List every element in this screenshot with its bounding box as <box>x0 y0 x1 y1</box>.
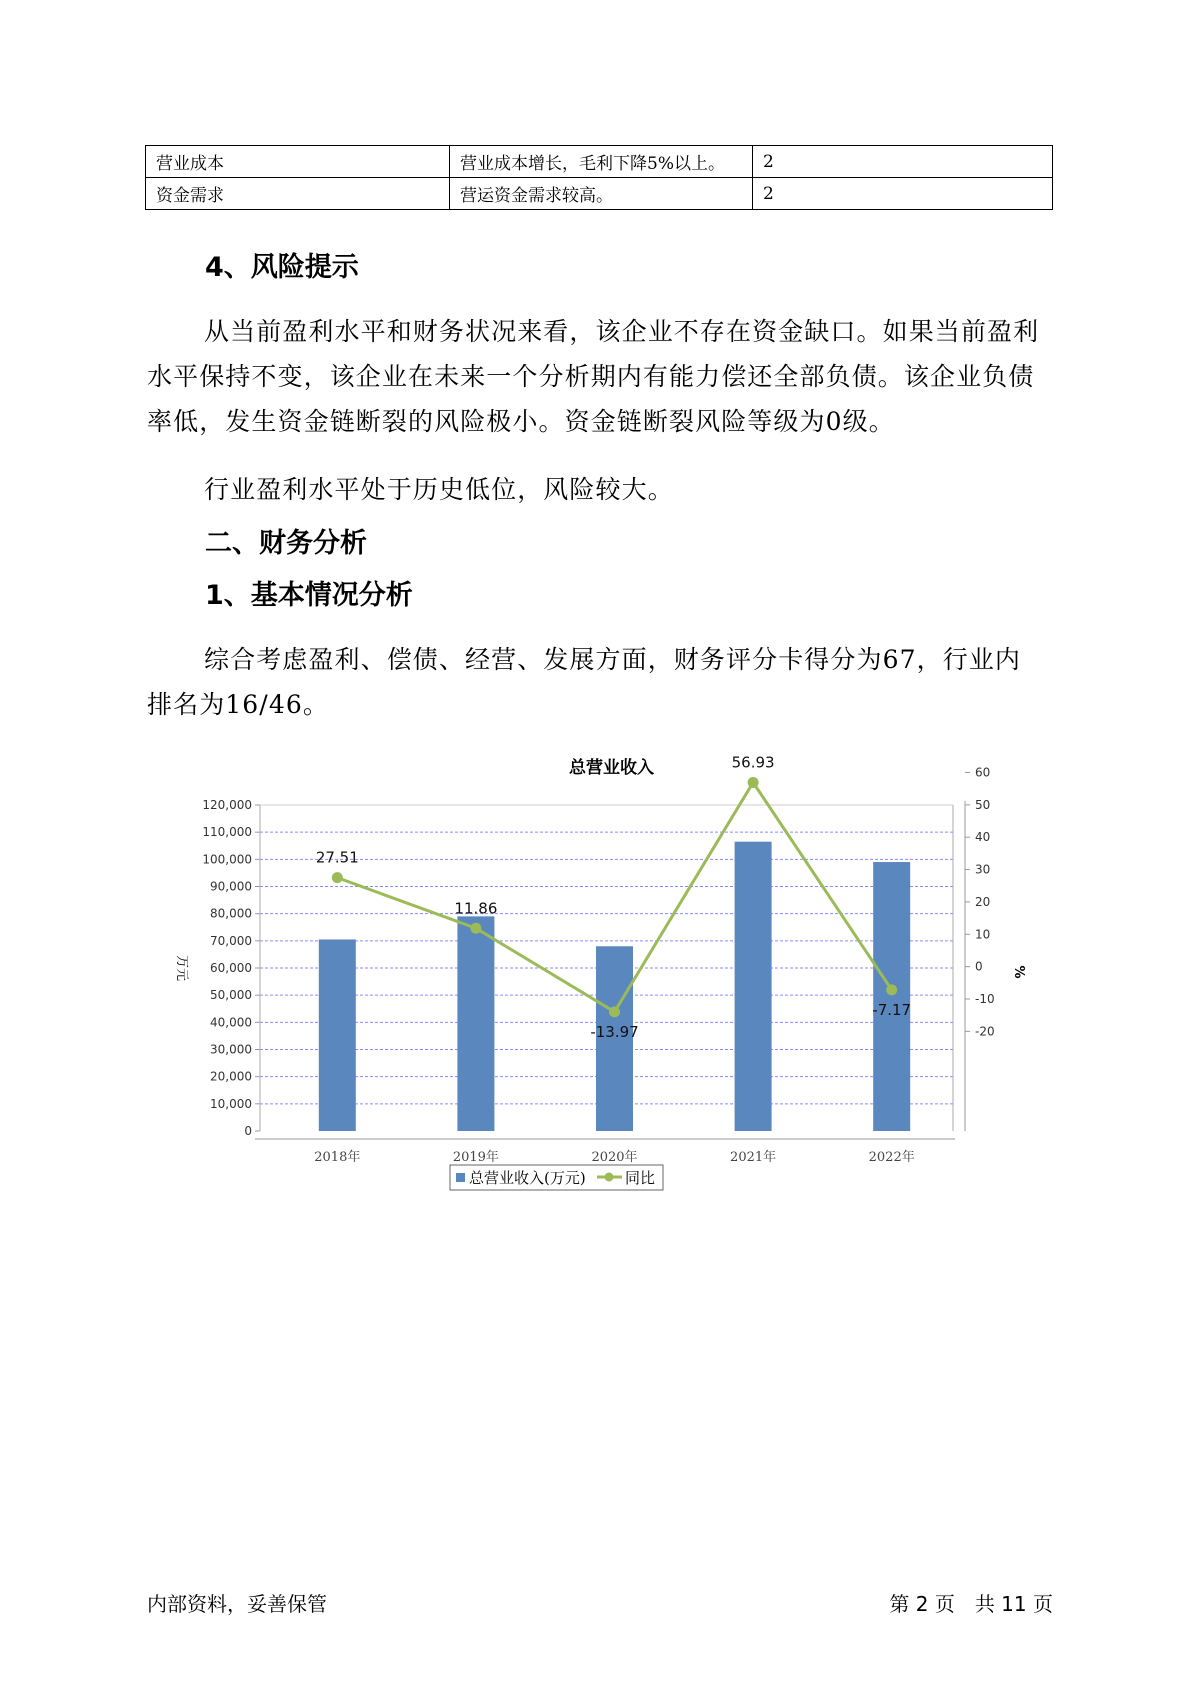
risk-desc-cell: 营业成本增长，毛利下降5%以上。 <box>450 146 753 178</box>
y-right-axis-label: % <box>1011 965 1026 979</box>
y-right-tick-label: 10 <box>975 927 991 942</box>
y-left-tick-label: 70,000 <box>210 933 252 948</box>
revenue-chart <box>160 735 1040 1215</box>
y-left-tick-label: 80,000 <box>210 906 252 921</box>
legend-line-label: 同比 <box>625 1169 656 1187</box>
y-left-tick-label: 60,000 <box>210 961 252 975</box>
bar <box>735 842 772 1131</box>
x-tick-label: 2022年 <box>868 1150 915 1165</box>
y-right-tick-label: 50 <box>975 797 991 812</box>
risk-item-cell: 营业成本 <box>146 146 450 178</box>
industry-paragraph: 行业盈利水平处于历史低位，风险较大。 <box>204 475 674 504</box>
risk-heading: 4、风险提示 <box>205 252 359 283</box>
y-left-tick-label: 110,000 <box>202 825 252 840</box>
basic-analysis-heading: 1、基本情况分析 <box>205 580 413 611</box>
risk-score-cell: 2 <box>753 146 1053 178</box>
chart-svg <box>160 735 1040 1215</box>
yoy-data-label: -7.17 <box>872 1000 912 1019</box>
table-row <box>146 146 1053 178</box>
page-number: 第 2 页 共 11 页 <box>889 1592 1053 1616</box>
x-tick-label: 2018年 <box>314 1150 361 1165</box>
y-right-tick-label: -20 <box>975 1024 995 1039</box>
y-left-tick-label: 50,000 <box>210 988 252 1003</box>
bar <box>873 862 910 1131</box>
y-left-tick-label: 30,000 <box>210 1042 252 1057</box>
chart-title: 总营业收入 <box>569 758 654 778</box>
yoy-data-label: 56.93 <box>731 753 775 772</box>
x-tick-label: 2021年 <box>730 1150 777 1165</box>
y-right-tick-label: 40 <box>975 830 991 845</box>
bar <box>319 939 356 1131</box>
legend-bar-swatch <box>456 1173 465 1182</box>
legend-bar-label: 总营业收入(万元) <box>469 1169 586 1187</box>
y-left-tick-label: 120,000 <box>202 798 252 812</box>
yoy-data-label: 11.86 <box>454 899 498 918</box>
footer-confidential: 内部资料，妥善保管 <box>147 1592 327 1616</box>
x-tick-label: 2019年 <box>452 1150 499 1165</box>
y-right-tick-label: 30 <box>975 862 991 877</box>
financial-analysis-heading: 二、财务分析 <box>205 528 367 559</box>
y-right-tick-label: 20 <box>975 894 991 909</box>
y-right-tick-label: 0 <box>975 959 983 974</box>
yoy-point <box>748 777 759 788</box>
yoy-point <box>609 1006 620 1017</box>
risk-item-cell: 资金需求 <box>146 178 450 210</box>
y-right-tick-label: 60 <box>975 765 991 780</box>
score-paragraph: 综合考虑盈利、偿债、经营、发展方面，财务评分卡得分为67，行业内排名为16/46。 <box>147 645 1022 719</box>
legend-line-marker <box>605 1173 614 1182</box>
yoy-data-label: 27.51 <box>315 848 359 867</box>
y-left-tick-label: 40,000 <box>210 1015 252 1030</box>
y-right-tick-label: -10 <box>975 991 995 1006</box>
yoy-point <box>332 872 343 883</box>
x-tick-label: 2020年 <box>591 1150 638 1165</box>
table-row <box>146 178 1053 210</box>
y-left-axis-label: 万元 <box>174 954 189 982</box>
y-left-tick-label: 0 <box>244 1124 252 1138</box>
y-left-tick-label: 90,000 <box>210 879 252 894</box>
bar <box>457 916 494 1131</box>
y-left-tick-label: 10,000 <box>210 1096 252 1111</box>
yoy-data-label: -13.97 <box>590 1022 639 1041</box>
risk-table <box>145 145 1053 210</box>
y-left-tick-label: 20,000 <box>210 1069 252 1084</box>
risk-score-cell: 2 <box>753 178 1053 210</box>
y-left-tick-label: 100,000 <box>202 852 252 867</box>
risk-desc-cell: 营运资金需求较高。 <box>450 178 753 210</box>
risk-paragraph: 从当前盈利水平和财务状况来看，该企业不存在资金缺口。如果当前盈利水平保持不变，该企业在未来一个分析期内有能力偿还全部负债。该企业负债率低，发生资金链断裂的风险极小。资金链断裂风险等级为0级。 <box>147 317 1040 436</box>
yoy-point <box>470 923 481 934</box>
yoy-point <box>886 984 897 995</box>
